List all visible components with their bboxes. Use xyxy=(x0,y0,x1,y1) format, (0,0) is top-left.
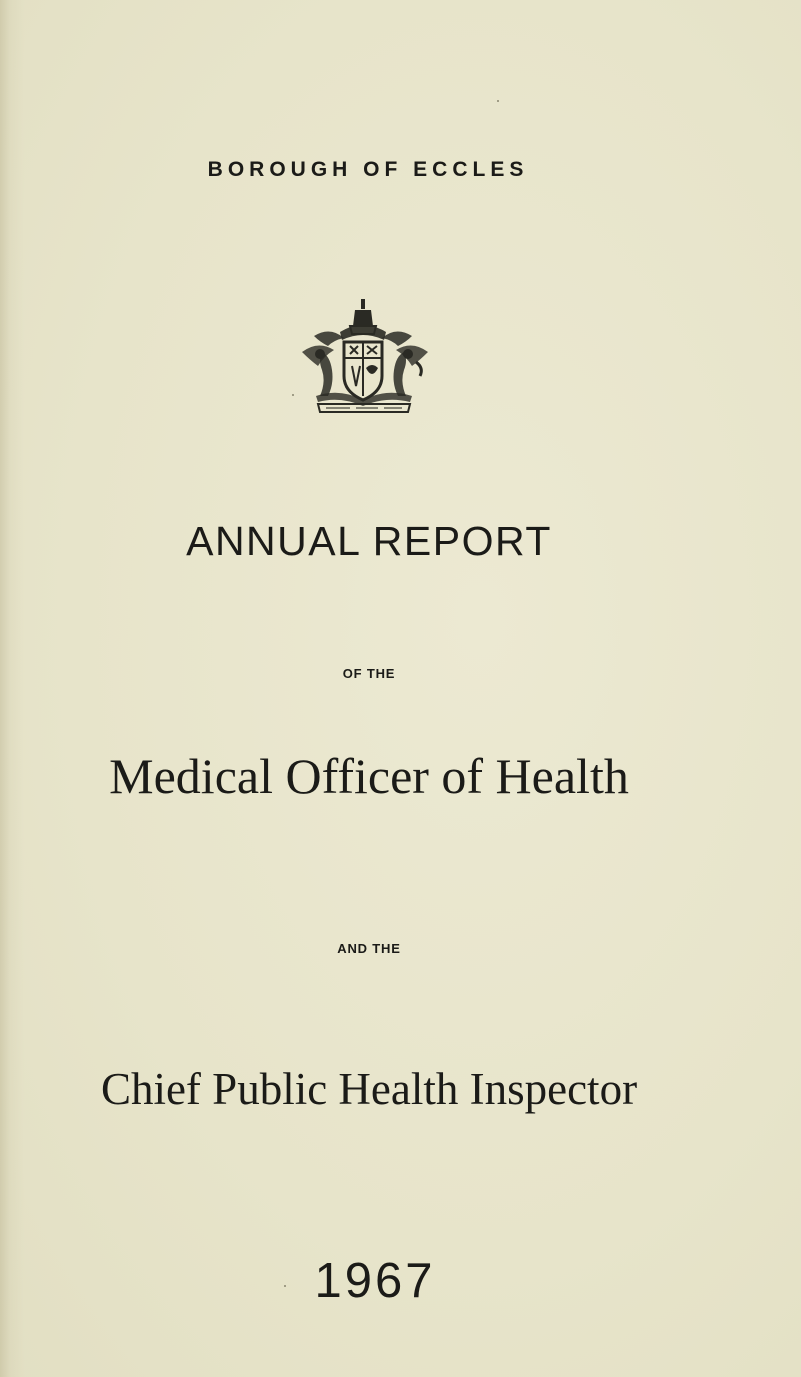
paper-speck xyxy=(497,100,499,102)
medical-officer-heading: Medical Officer of Health xyxy=(109,748,629,804)
borough-coat-of-arms-icon xyxy=(300,296,430,416)
borough-heading: BOROUGH OF ECCLES xyxy=(207,158,529,181)
paper-speck xyxy=(292,394,294,396)
report-year: 1967 xyxy=(314,1254,436,1308)
report-title: ANNUAL REPORT xyxy=(186,518,552,564)
inspector-heading: Chief Public Health Inspector xyxy=(100,1064,638,1114)
connector-of-the: OF THE xyxy=(342,666,396,681)
connector-and-the: AND THE xyxy=(337,941,401,956)
paper-speck xyxy=(284,1285,286,1287)
